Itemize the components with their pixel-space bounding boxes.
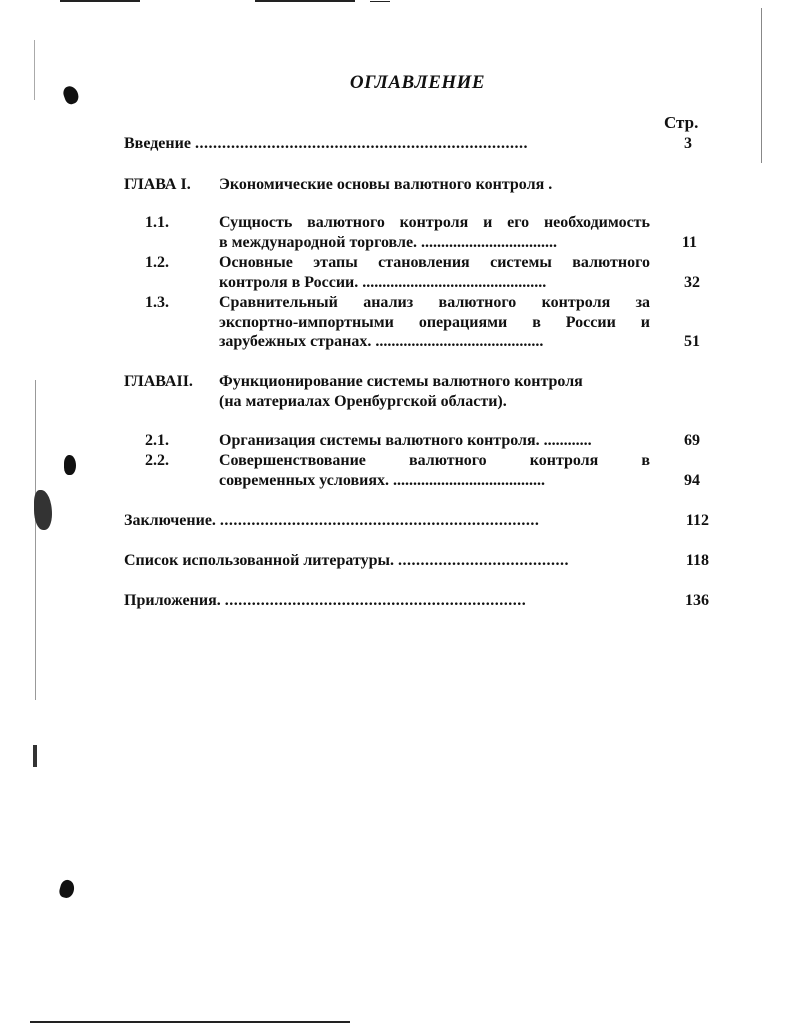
page-number: 112 [685, 512, 709, 529]
page-number: 11 [681, 234, 697, 251]
section-title-line: в международной торговле. .................................. [219, 234, 558, 251]
dot-leader: ................................................................... [224, 592, 527, 609]
dot-leader: ....................................................................... [219, 512, 540, 529]
toc-entry-label: Список использованной литературы. [124, 552, 394, 569]
page-number: 118 [685, 552, 709, 569]
toc-entry-introduction [124, 134, 528, 154]
page-number: 69 [684, 432, 700, 449]
page-column-label: Стр. [664, 113, 699, 132]
page-title: ОГЛАВЛЕНИЕ [349, 72, 486, 93]
toc-entry-label: Заключение. [124, 512, 216, 529]
dot-leader: ...................................... [398, 552, 569, 569]
toc-entry-label: Введение [124, 135, 191, 152]
section-title-line: Основные этапы становления системы валютного [219, 254, 650, 271]
section-number: 1.1. [145, 214, 169, 231]
chapter-title-line: (на материалах Оренбургской области). [219, 393, 507, 410]
chapter-label: ГЛАВАII. [124, 373, 193, 390]
page-number: 136 [685, 592, 709, 609]
dot-leader: .......................................................................... [194, 135, 528, 152]
section-title-line: современных условиях. ...................................... [219, 472, 545, 489]
section-title-line: экспортно-импортными операциями в России и [219, 314, 650, 331]
section-title-line: Совершенствование валютного контроля в [219, 452, 650, 469]
section-number: 1.3. [145, 294, 169, 311]
chapter-title-line: Функционирование системы валютного контроля [219, 373, 583, 390]
section-number: 2.1. [145, 432, 169, 449]
page-number: 94 [684, 472, 700, 489]
section-title-line: контроля в России. .............................................. [219, 274, 547, 291]
toc-entry-conclusion [124, 511, 539, 531]
section-title-line: Сравнительный анализ валютного контроля за [219, 294, 650, 311]
section-title-line: зарубежных странах. .......................................... [219, 333, 544, 350]
page-number: 3 [684, 135, 692, 152]
section-number: 1.2. [145, 254, 169, 271]
toc-entry-label: Приложения. [124, 592, 221, 609]
toc-entry-appendices [124, 591, 526, 611]
chapter-title: Экономические основы валютного контроля . [219, 176, 553, 193]
page-number: 51 [684, 333, 700, 350]
page-number: 32 [684, 274, 700, 291]
toc-entry-references [124, 551, 569, 571]
section-title-line: Сущность валютного контроля и его необходимость [219, 214, 650, 231]
section-title-line: Организация системы валютного контроля. ............ [219, 432, 592, 449]
chapter-label: ГЛАВА I. [124, 176, 191, 193]
section-number: 2.2. [145, 452, 169, 469]
